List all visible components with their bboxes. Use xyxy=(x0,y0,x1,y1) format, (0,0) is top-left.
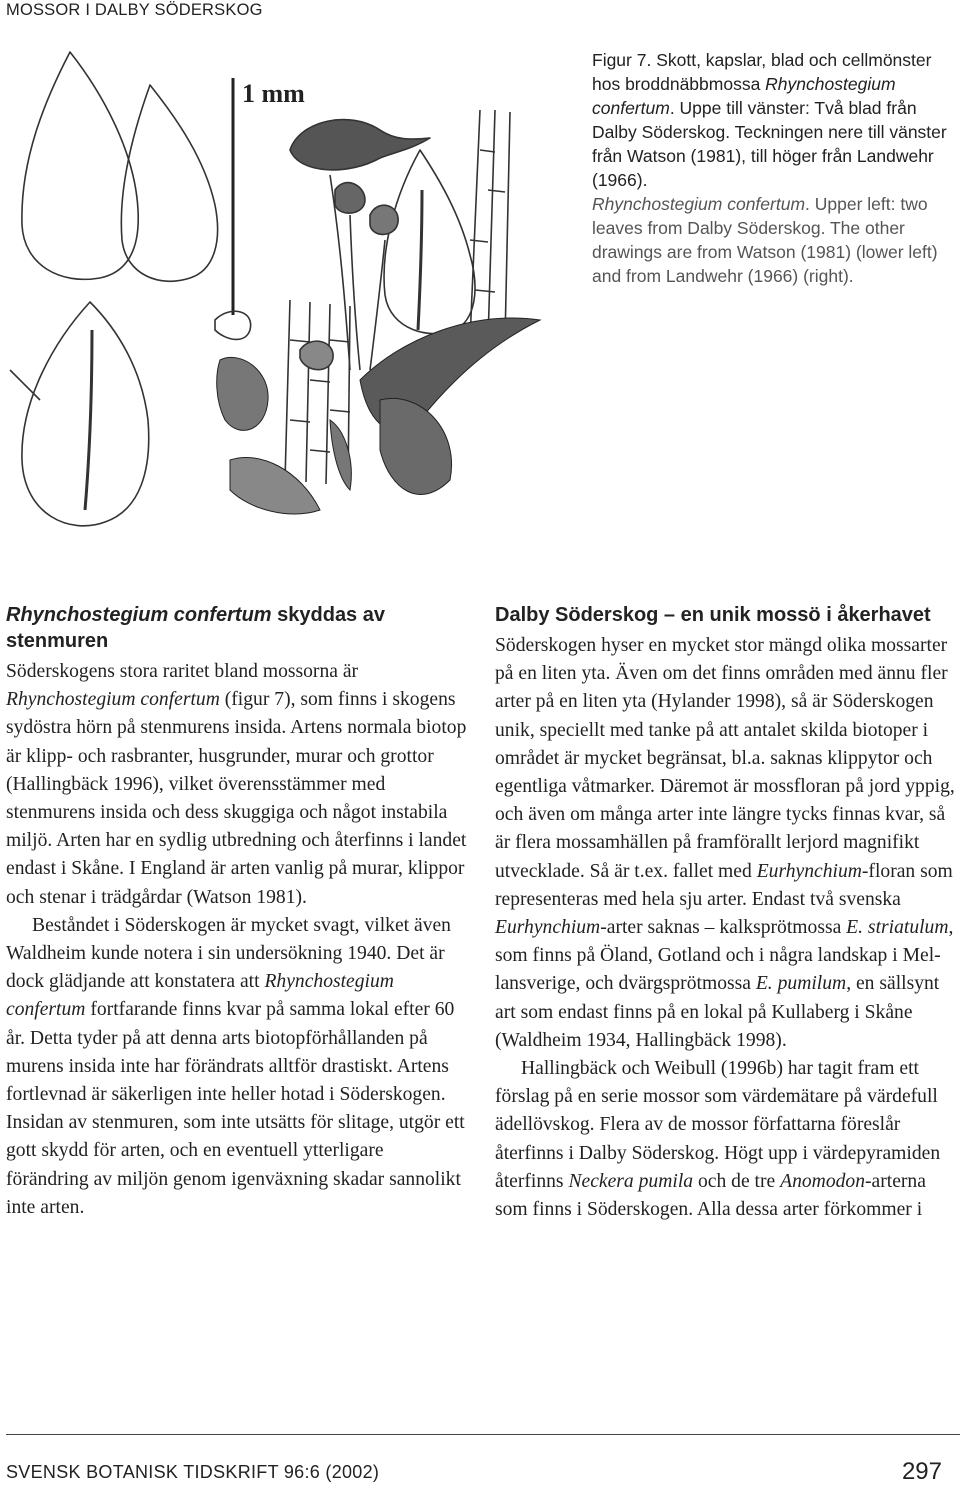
journal-citation: SVENSK BOTANISK TIDSKRIFT 96:6 (2002) xyxy=(6,1462,380,1482)
text-run: , som finns på Öland, Gotland och i några landskap i Mellansverige, och dvärgsprötmossa xyxy=(495,917,954,995)
italic-run: Rhynchostegium confertum xyxy=(592,194,806,214)
body-paragraph xyxy=(6,658,468,912)
moss-shoot-drawing xyxy=(217,357,268,430)
botanical-illustration xyxy=(0,40,575,550)
text-run: fortfarande finns kvar på samma lokal efter 60 år. Detta tyder på att denna arts biotopförhållanden på murens insida inte har förändrats alltför drastiskt. Artens fortlevnad är säkerligen inte heller hotad i Söderskogen. Insidan av stenmuren, som inte utsätts för slitage, utgör ett gott skydd för arten, och en eventuell ytterligare förändring av miljön genom igenväxning skadar sannolikt inte arten. xyxy=(6,999,465,1218)
capsule-drawing xyxy=(370,205,398,234)
italic-run: E. pumilum xyxy=(755,973,847,995)
page-number: 297 xyxy=(901,1458,942,1485)
right-column xyxy=(495,602,957,1224)
body-paragraph xyxy=(495,632,957,1055)
text-run: , en sällsynt art som endast finns på en lokal på Kullaberg i Skåne (Waldheim 1934, Hallingbäck 1998). xyxy=(495,973,940,1051)
text-run: . Uppe till vänster: Två blad från Dalby Söderskog. Teckningen nere till vänster från Watson (1981), till höger från Landwehr (1966). xyxy=(592,98,947,190)
left-column xyxy=(6,602,468,1222)
capsule-drawing xyxy=(215,311,251,339)
cell-pattern-drawing xyxy=(470,110,510,340)
italic-run: E. striatulum xyxy=(846,917,949,939)
running-head: MOSSOR I DALBY SÖDERSKOG xyxy=(6,1,263,19)
text-run: och de tre xyxy=(693,1170,781,1192)
capsule-drawing xyxy=(300,341,333,370)
italic-run: Neckera pumila xyxy=(568,1170,694,1192)
text-run: -arterna som finns i Söderskogen. Alla dessa arter förkommer i xyxy=(495,1170,926,1221)
caption-english xyxy=(592,192,960,288)
body-paragraph xyxy=(495,1055,957,1224)
text-run: Beståndet i Söderskogen är mycket svagt, vilket även Waldheim kunde notera i sin undersökning 1940. Det är dock glädjande att konstatera att xyxy=(6,914,451,993)
capsule-drawing xyxy=(290,120,430,170)
text-run: -floran som representeras med hela sju arter. Endast två svenska xyxy=(495,860,953,910)
section-heading: Dalby Söderskog – en unik mossö i åkerhavet xyxy=(495,604,931,626)
italic-run: Rhynchostegium confertum xyxy=(592,74,896,118)
figure-caption xyxy=(592,48,960,288)
leaf-drawing xyxy=(121,85,217,281)
footer-rule xyxy=(6,1434,960,1435)
text-run: Söderskogens stora raritet bland mossorna är xyxy=(6,661,359,682)
capsule-drawing xyxy=(335,183,365,214)
body-paragraph xyxy=(6,912,468,1222)
svg-text:1 mm: 1 mm xyxy=(242,79,305,108)
italic-run: Anomodon xyxy=(780,1170,866,1192)
text-run: Figur 7. Skott, kapslar, blad och cellmönster hos broddnäbbmossa xyxy=(592,50,932,94)
italic-run: Eurhynchium xyxy=(756,860,862,882)
italic-run: Rhynchostegium confertum xyxy=(6,689,220,711)
text-run: (figur 7), som finns i skogens sydöstra hörn på stenmurens insida. Artens normala biotop är klipp- och rasbranter, husgrunder, murar och grottor (Hallingbäck 1996), vilket överensstämmer med stenmurens insida och dess skuggiga och något instabila miljö. Arten har en sydlig utbredning och återfinns i landet endast i Skåne. I England är arten vanlig på murar, klippor och stenar i trädgårdar (Watson 1981). xyxy=(6,689,467,908)
leaf-drawing xyxy=(384,150,475,334)
text-run: . Upper left: two leaves from Dalby Söderskog. The other drawings are from Watson (1981) (lower left) and from Landwehr (1966) (right). xyxy=(592,194,938,286)
section-heading: Rhynchostegium confertum skyddas av stenmuren xyxy=(6,604,385,652)
italic-run: Rhynchostegium confertum xyxy=(6,971,394,1021)
text-run: Hallingbäck och Weibull (1996b) har tagit fram ett förslag på en serie mossor som värdemätare på värdefull ädellövskog. Flera av de mossor författarna föreslår återfinns i Dalby Söderskog. Högt upp i värdepyramiden återfinns xyxy=(495,1058,941,1192)
text-run: -arter saknas – kalksprötmossa xyxy=(600,917,847,939)
caption-swedish xyxy=(592,48,960,192)
text-run: Söderskogen hyser en mycket stor mängd olika mossarter på en liten yta. Även om det finns områden med ännu fler arter på en liten yta (Hylander 1998), så är Söderskogen unik, speciellt med tanke på att antalet skilda biotoper i området är mycket begränsat, bl.a. saknas klippytor och egentliga våtmarker. Däremot är mossfloran på jord yppig, och även om många arter inte längre tycks finnas kvar, så är flera mossamhällen på framförallt lerjord magnifikt utvecklade. Så är t.ex. fallet med xyxy=(495,635,955,882)
leaf-drawing xyxy=(22,52,138,279)
moss-shoot-drawing xyxy=(380,398,452,494)
italic-run: Eurhynchium xyxy=(495,917,601,939)
